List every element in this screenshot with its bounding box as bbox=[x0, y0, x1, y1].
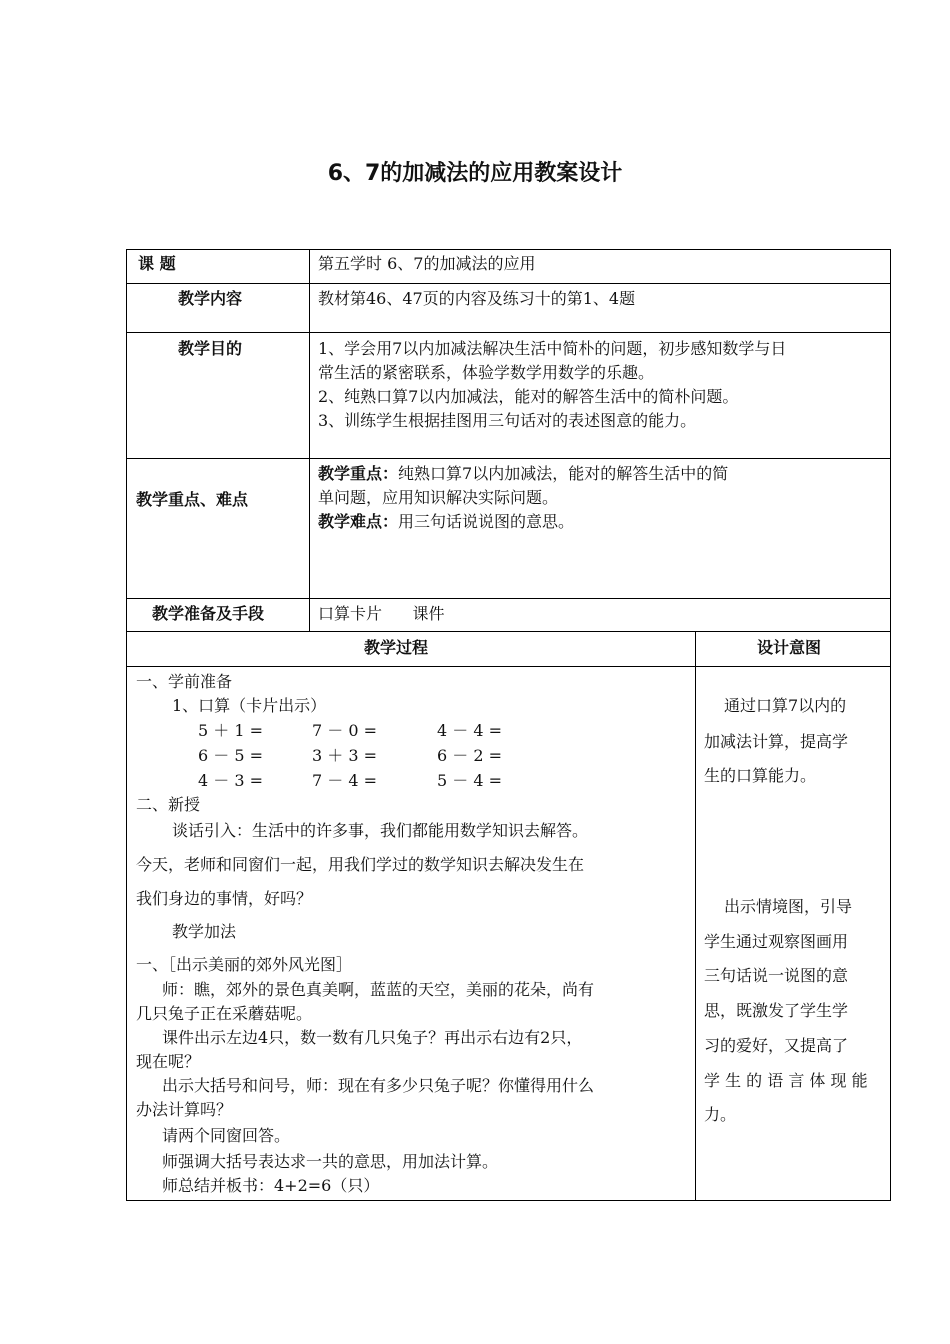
value-prep: 口算卡片 课件 bbox=[318, 604, 445, 623]
label-prep: 教学准备及手段 bbox=[152, 604, 265, 623]
intent-line: 加减法计算，提高学 bbox=[704, 732, 849, 751]
value-content: 教材第46、47页的内容及练习十的第1、4题 bbox=[318, 289, 636, 308]
focus-line bbox=[318, 462, 728, 486]
focus-label: 教学重点： bbox=[318, 464, 399, 483]
label-content: 教学内容 bbox=[178, 289, 243, 308]
process-line: 几只兔子正在采蘑菇呢。 bbox=[136, 1004, 313, 1023]
page-title: 6、7的加减法的应用教案设计 bbox=[327, 161, 623, 186]
intent-line: 三句话说一说图的意 bbox=[704, 966, 849, 985]
calc-item: 6 － 2 = bbox=[437, 746, 503, 765]
process-line: 我们身边的事情，好吗？ bbox=[136, 889, 313, 908]
process-line: 师总结并板书：4+2=6（只） bbox=[162, 1176, 380, 1195]
process-line: 现在呢？ bbox=[136, 1052, 201, 1071]
calc-item: 7 － 4 = bbox=[312, 771, 378, 790]
calc-item: 4 － 3 = bbox=[198, 771, 264, 790]
intent-line: 力。 bbox=[704, 1105, 737, 1124]
intent-line: 通过口算7以内的 bbox=[724, 696, 847, 715]
difficulty-line bbox=[318, 510, 574, 534]
process-line: 1、口算（卡片出示） bbox=[172, 696, 327, 715]
process-line: 出示大括号和问号，师：现在有多少只兔子呢？你懂得用什么 bbox=[162, 1076, 595, 1095]
process-line: 一、［出示美丽的郊外风光图］ bbox=[136, 955, 353, 974]
label-topic: 课 题 bbox=[138, 254, 176, 273]
difficulty-text: 用三句话说说图的意思。 bbox=[398, 512, 575, 531]
intent-line: 生的口算能力。 bbox=[704, 766, 817, 785]
label-keypoints: 教学重点、难点 bbox=[136, 490, 249, 509]
process-line: 师强调大括号表达求一共的意思，用加法计算。 bbox=[162, 1152, 499, 1171]
focus-text-2: 单问题，应用知识解决实际问题。 bbox=[318, 488, 559, 507]
process-line: 谈话引入：生活中的许多事，我们都能用数学知识去解答。 bbox=[172, 821, 589, 840]
label-goals: 教学目的 bbox=[178, 339, 243, 358]
calc-item: 5 ＋ 1 = bbox=[198, 721, 264, 740]
calc-item: 4 － 4 = bbox=[437, 721, 503, 740]
intent-line: 习的爱好，又提高了 bbox=[704, 1036, 849, 1055]
header-process: 教学过程 bbox=[364, 638, 429, 657]
intent-line: 出示情境图，引导 bbox=[724, 897, 853, 916]
goals-line-2: 常生活的紧密联系，体验学数学用数学的乐趣。 bbox=[318, 363, 655, 382]
intent-line: 学 生 的 语 言 体 现 能 bbox=[704, 1071, 868, 1090]
process-line: 教学加法 bbox=[172, 922, 237, 941]
intent-line: 学生通过观察图画用 bbox=[704, 932, 849, 951]
header-intent: 设计意图 bbox=[757, 638, 822, 657]
process-line: 师：瞧，郊外的景色真美啊，蓝蓝的天空，美丽的花朵，尚有 bbox=[162, 980, 595, 999]
calc-item: 7 － 0 = bbox=[312, 721, 378, 740]
focus-text: 纯熟口算7以内加减法，能对的解答生活中的简 bbox=[398, 464, 729, 483]
goals-line-1: 1、学会用7以内加减法解决生活中简朴的问题，初步感知数学与日 bbox=[318, 339, 787, 358]
process-line: 课件出示左边4只，数一数有几只兔子？再出示右边有2只， bbox=[162, 1028, 583, 1047]
process-line: 今天，老师和同窗们一起，用我们学过的数学知识去解决发生在 bbox=[136, 855, 585, 874]
calc-item: 6 － 5 = bbox=[198, 746, 264, 765]
value-topic: 第五学时 6、7的加减法的应用 bbox=[318, 254, 536, 273]
calc-item: 5 － 4 = bbox=[437, 771, 503, 790]
intent-line: 思，既激发了学生学 bbox=[704, 1001, 849, 1020]
process-line: 请两个同窗回答。 bbox=[162, 1126, 291, 1145]
process-line: 一、学前准备 bbox=[136, 672, 233, 691]
process-line: 二、新授 bbox=[136, 795, 201, 814]
difficulty-label: 教学难点： bbox=[318, 512, 399, 531]
process-line: 办法计算吗？ bbox=[136, 1100, 233, 1119]
calc-item: 3 ＋ 3 = bbox=[312, 746, 378, 765]
goals-line-4: 3、训练学生根据挂图用三句话对的表述图意的能力。 bbox=[318, 411, 697, 430]
goals-line-3: 2、纯熟口算7以内加减法，能对的解答生活中的简朴问题。 bbox=[318, 387, 739, 406]
